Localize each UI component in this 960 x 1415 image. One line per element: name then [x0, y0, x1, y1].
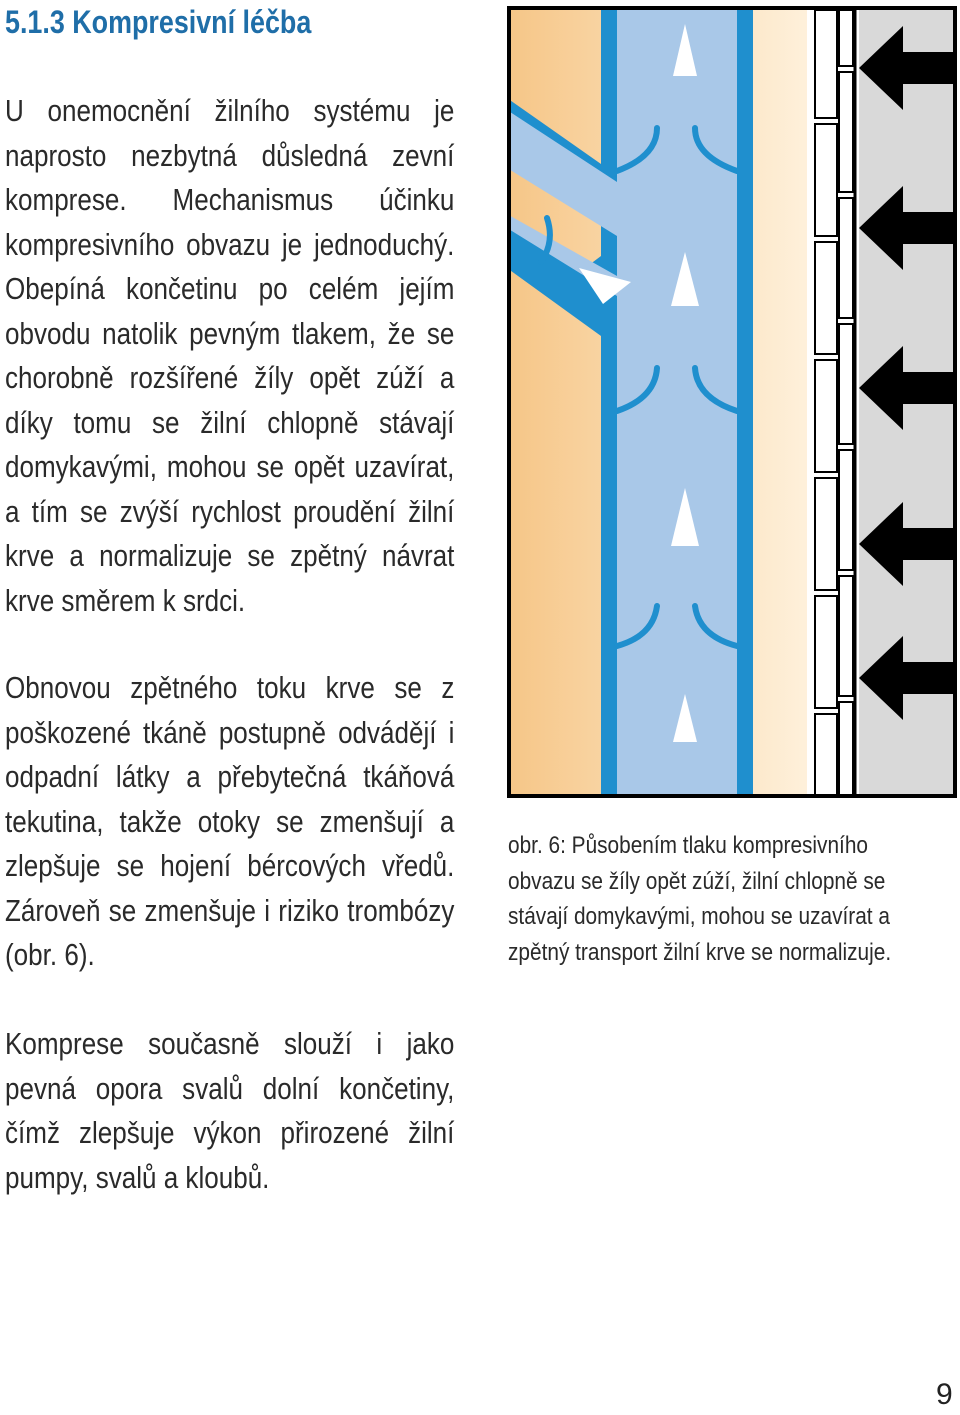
paragraph-mechanism: U onemocnění žilního systému je naprosto nezbytná důsledná zevní komprese. Mechanismus účinku kompresivního obvazu je jednoduchý. Obepíná končetinu po celém jejím obvodu natolik pevným tlakem, že se chorobně rozšířené žíly opět zúží a díky tomu se žilní chlopně stávají domykavými, mohou se opět uzavírat, a tím se zvýší rychlost proudění žilní krve a normalizuje se zpětný návrat krve směrem k srdci.	[5, 93, 455, 618]
compression-illustration	[507, 6, 957, 798]
bandage-layers	[815, 10, 853, 796]
figure-caption: obr. 6: Působením tlaku kompresivního obvazu se žíly opět zúží, žilní chlopně se stávají domykavými, mohou se uzavírat a zpětný transport žilní krve se normalizuje.	[508, 832, 892, 966]
section-title: 5.1.3 Kompresivní léčba	[5, 4, 312, 40]
page-number: 9	[936, 1378, 953, 1411]
paragraph-reflux: Obnovou zpětného toku krve se z poškozené tkáně postupně odvádějí i odpadní látky a přebytečná tkáňová tekutina, takže otoky se zmenšují a zlepšuje se hojení bércových vředů. Zároveň se zmenšuje i riziko trombózy (obr. 6).	[5, 670, 455, 972]
paragraph-muscle-support: Komprese současně slouží i jako pevná opora svalů dolní končetiny, čímž zlepšuje výkon přirozené žilní pumpy, svalů a kloubů.	[5, 1026, 455, 1195]
